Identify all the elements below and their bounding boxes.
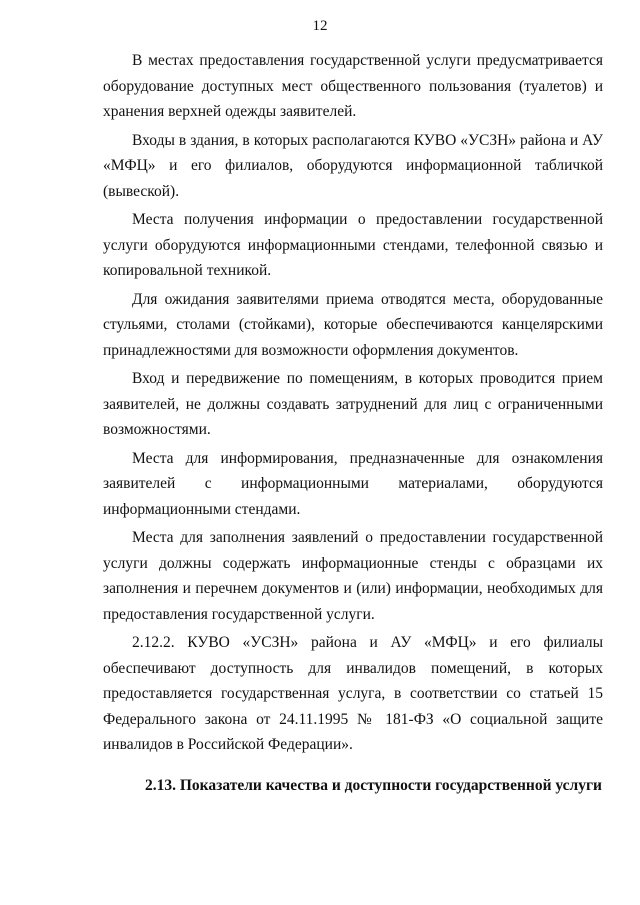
paragraph-information-stands: Места для информирования, предназначенные для ознакомления заявителей с информационными материалами, оборудуются информационными стендами. [103, 449, 603, 518]
paragraph-accessibility: Вход и передвижение по помещениям, в которых проводится прием заявителей, не должны создавать затруднений для лиц с ограниченными возможностями. [103, 370, 603, 438]
paragraph-disability-access: 2.12.2. КУВО «УСЗН» района и АУ «МФЦ» и его филиалы обеспечивают доступность для инвалидов помещений, в которых предоставляется государственная услуга, в соответствии со статьей 15 Федерального закона от 24.11.1995 № 181-ФЗ «О социальной защите инвалидов в Российской Федерации». [103, 634, 603, 753]
paragraph-application-areas: Места для заполнения заявлений о предоставлении государственной услуги должны содержать информационные стенды с образцами их заполнения и перечнем документов и (или) информации, необходимых для предоставления государственной услуги. [103, 529, 603, 623]
document-body [103, 48, 603, 761]
paragraph-building-entrances: Входы в здания, в которых располагаются КУВО «УСЗН» района и АУ «МФЦ» и его филиалов, оборудуются информационной табличкой (вывеской). [103, 131, 603, 200]
paragraph-public-facilities: В местах предоставления государственной услуги предусматривается оборудование доступных мест общественного пользования (туалетов) и хранения верхней одежды заявителей. [103, 52, 603, 120]
page-number: 12 [312, 18, 328, 34]
paragraph-information-points: Места получения информации о предоставлении государственной услуги оборудуются информационными стендами, телефонной связью и копировальной техникой. [103, 211, 603, 279]
paragraph-waiting-areas: Для ожидания заявителями приема отводятся места, оборудованные стульями, столами (стойками), которые обеспечиваются канцелярскими принадлежностями для возможности оформления документов. [103, 290, 603, 359]
section-heading: 2.13. Показатели качества и доступности государственной услуги [145, 777, 602, 794]
